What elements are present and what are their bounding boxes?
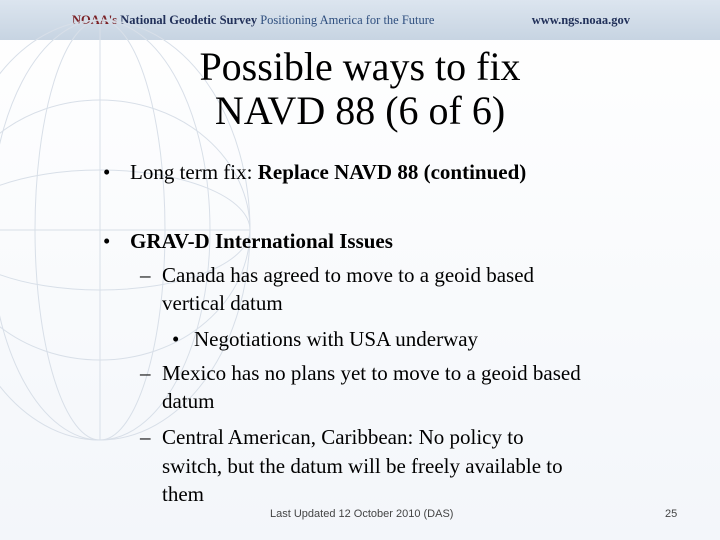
title-line-2: NAVD 88 (6 of 6) <box>214 88 506 133</box>
page-number: 25 <box>665 508 678 520</box>
bullet-1-prefix: Long term fix: <box>130 160 253 184</box>
bullet-1-bold: Replace NAVD 88 (continued) <box>257 160 527 184</box>
slide-title <box>120 45 600 133</box>
sub-1-line-2: vertical datum <box>162 291 283 315</box>
dash-icon: – <box>140 425 151 449</box>
bullet-icon: • <box>103 160 111 184</box>
sub-3-line-1: Central American, Caribbean: No policy to <box>162 425 524 449</box>
header-url: www.ngs.noaa.gov <box>531 13 630 27</box>
dash-icon: – <box>140 263 151 287</box>
bullet-1 <box>130 160 526 185</box>
sub-2-line-2: datum <box>162 389 215 413</box>
title-line-1: Possible ways to fix <box>199 44 521 89</box>
sub-2-line-1: Mexico has no plans yet to move to a geoid based <box>162 361 581 385</box>
footer-updated: Last Updated 12 October 2010 (DAS) <box>270 508 454 520</box>
brand-ngs: National Geodetic Survey <box>120 13 258 27</box>
header-brand <box>72 13 434 28</box>
header-bar <box>0 0 720 40</box>
brand-tagline: Positioning America for the Future <box>260 13 435 27</box>
bullet-icon: • <box>172 327 180 351</box>
bullet-2: GRAV-D International Issues <box>130 229 393 253</box>
brand-noaa: NOAA's <box>72 13 118 27</box>
subsub-1: Negotiations with USA underway <box>194 327 479 351</box>
sub-3-line-3: them <box>162 482 204 506</box>
bullet-icon: • <box>103 229 111 253</box>
sub-1-line-1: Canada has agreed to move to a geoid based <box>162 263 535 287</box>
sub-3-line-2: switch, but the datum will be freely available to <box>162 454 563 478</box>
dash-icon: – <box>140 361 151 385</box>
